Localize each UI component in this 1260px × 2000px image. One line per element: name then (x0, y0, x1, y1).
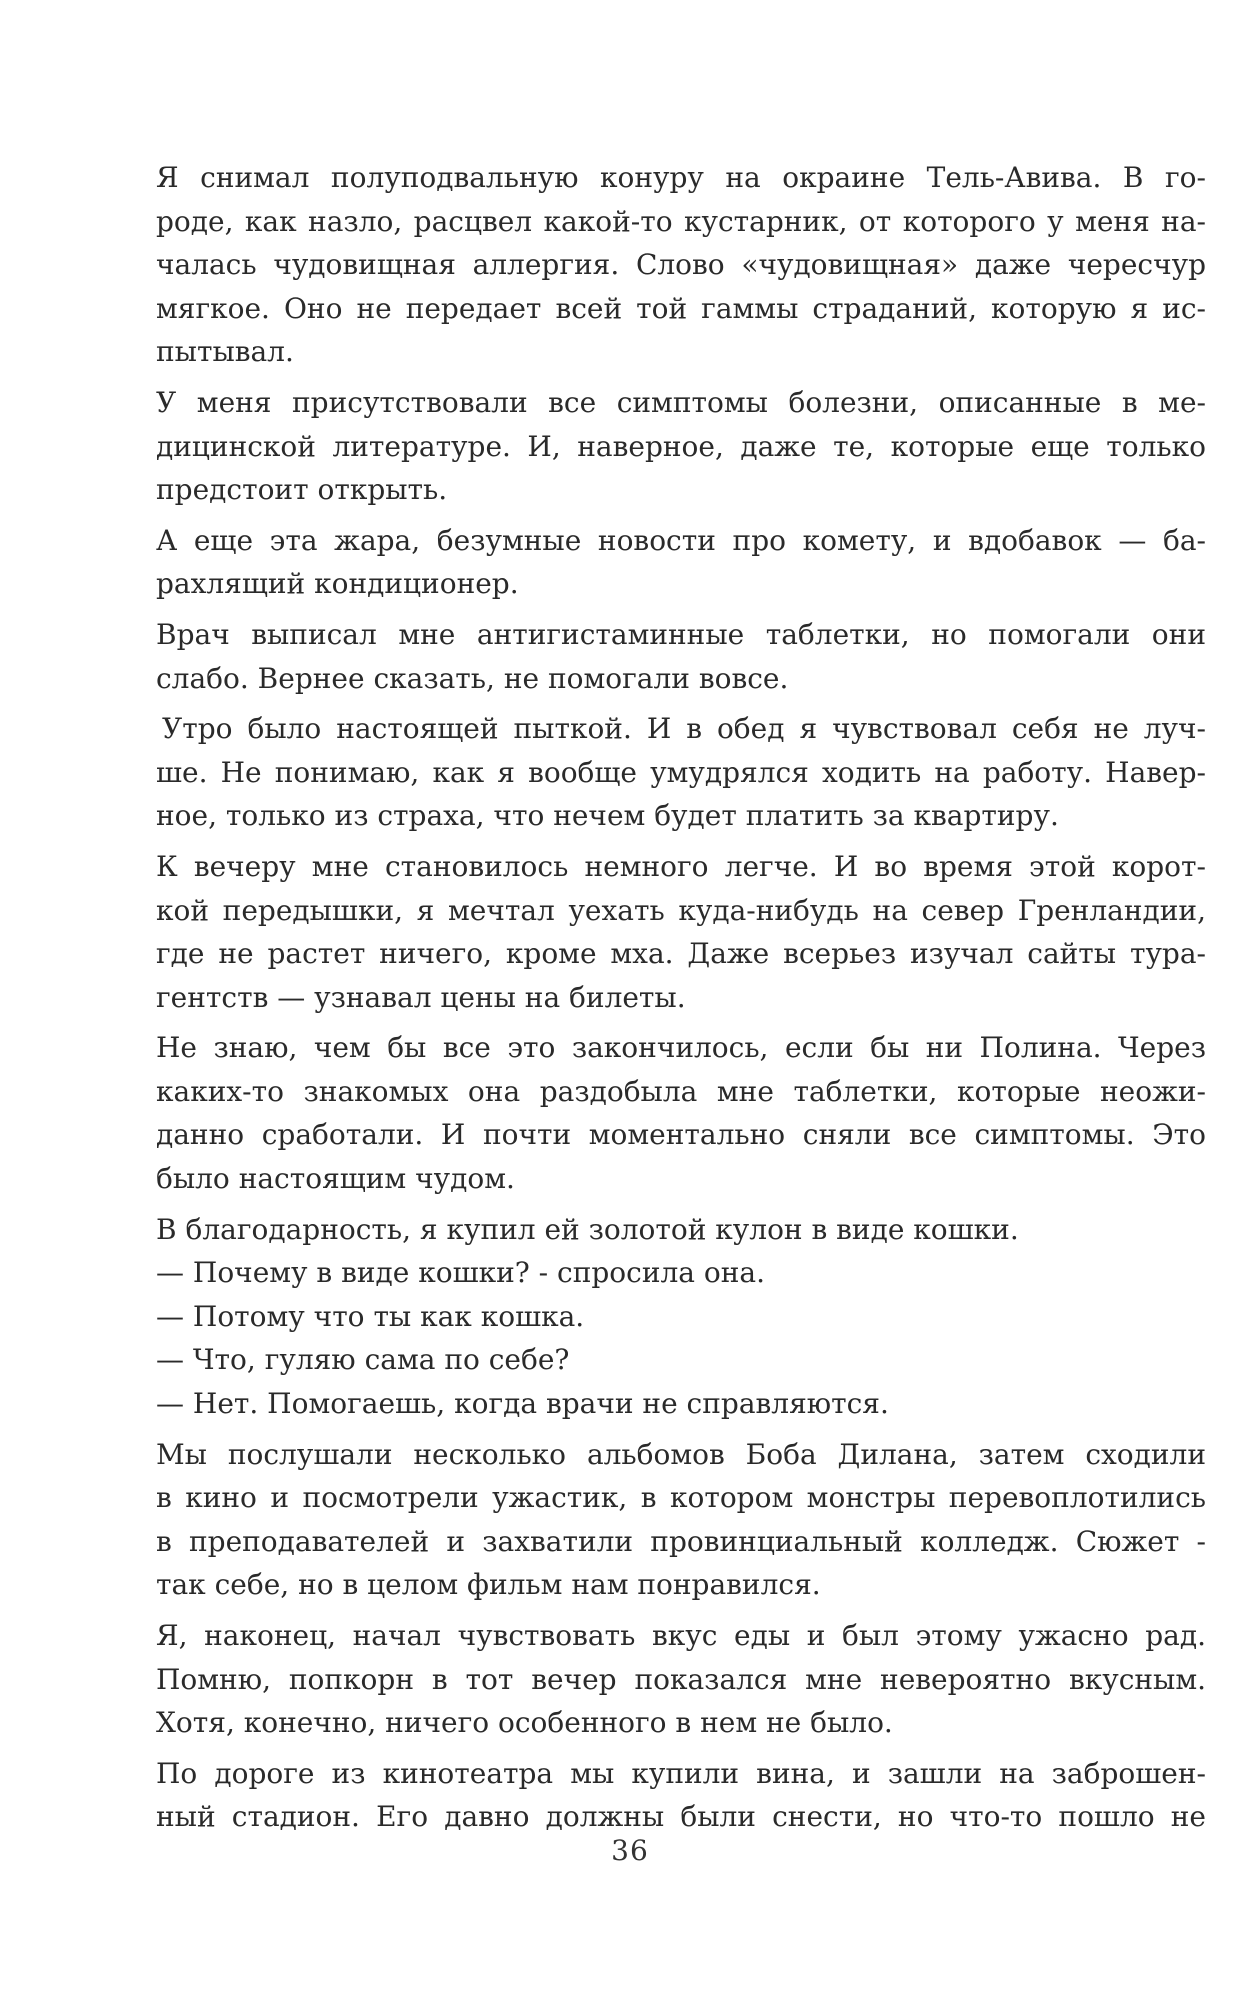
text-line: кой передышки, я мечтал уехать куда-нибудь на север Гренландии, (156, 893, 1206, 927)
text-line: рахлящий кондиционер. (156, 567, 519, 601)
text-line: — Почему в виде кошки? - спросила она. (156, 1256, 765, 1290)
dialogue-line (156, 1251, 1206, 1295)
text-line: каких-то знакомых она раздобыла мне таблетки, которые неожи- (156, 1074, 1206, 1108)
text-line: предстоит открыть. (156, 473, 448, 507)
paragraph (156, 156, 1206, 374)
dialogue-line (156, 1338, 1206, 1382)
text-line: пытывал. (156, 335, 294, 369)
paragraph (156, 707, 1206, 838)
text-line: Хотя, конечно, ничего особенного в нем не было. (156, 1706, 893, 1740)
text-line: гентств — узнавал цены на билеты. (156, 980, 686, 1014)
paragraph (156, 1752, 1206, 1839)
page-number: 36 (611, 1834, 649, 1867)
text-line: В благодарность, я купил ей золотой кулон в виде кошки. (156, 1212, 1019, 1246)
paragraph (156, 1208, 1206, 1252)
dialogue-line (156, 1295, 1206, 1339)
text-line: ный стадион. Его давно должны были снести, но что-то пошло не (156, 1800, 1206, 1834)
text-line: — Что, гуляю сама по себе? (156, 1343, 570, 1377)
text-line: так себе, но в целом фильм нам понравился. (156, 1568, 821, 1602)
text-line: мягкое. Оно не передает всей той гаммы страданий, которую я ис- (156, 291, 1206, 325)
text-line: где не растет ничего, кроме мха. Даже всерьез изучал сайты тура- (156, 937, 1206, 971)
paragraph (156, 613, 1206, 700)
dialogue-line (156, 1382, 1206, 1426)
paragraph (156, 1614, 1206, 1745)
text-line: в преподавателей и захватили провинциальный колледж. Сюжет - (156, 1524, 1206, 1558)
text-line: У меня присутствовали все симптомы болезни, описанные в ме- (156, 385, 1206, 419)
text-line: Я снимал полуподвальную конуру на окраине Тель-Авива. В го- (156, 161, 1206, 194)
text-line: было настоящим чудом. (156, 1162, 515, 1196)
text-line: данно сработали. И почти моментально сняли все симптомы. Это (156, 1118, 1206, 1152)
text-line: роде, как назло, расцвел какой-то кустарник, от которого у меня на- (156, 204, 1206, 238)
paragraph (156, 1026, 1206, 1200)
text-line: ше. Не понимаю, как я вообще умудрялся ходить на работу. Навер- (156, 755, 1206, 789)
text-line: — Нет. Помогаешь, когда врачи не справляются. (156, 1387, 889, 1421)
page-body (156, 156, 1206, 1839)
text-line: — Потому что ты как кошка. (156, 1299, 585, 1333)
text-line: Помню, попкорн в тот вечер показался мне невероятно вкусным. (156, 1662, 1206, 1696)
text-line: А еще эта жара, безумные новости про комету, и вдобавок — ба- (156, 523, 1206, 557)
text-line: Мы послушали несколько альбомов Боба Дилана, затем сходили (156, 1437, 1206, 1471)
text-line: Врач выписал мне антигистаминные таблетки, но помогали они (156, 617, 1206, 651)
text-line: чалась чудовищная аллергия. Слово «чудовищная» даже чересчур (156, 248, 1206, 282)
paragraph (156, 845, 1206, 1019)
text-line: Не знаю, чем бы все это закончилось, если бы ни Полина. Через (156, 1031, 1206, 1065)
text-line: в кино и посмотрели ужастик, в котором монстры перевоплотились (156, 1481, 1206, 1515)
text-line: Я, наконец, начал чувствовать вкус еды и был этому ужасно рад. (156, 1619, 1206, 1652)
text-line: По дороге из кинотеатра мы купили вина, и зашли на заброшен- (156, 1756, 1206, 1790)
text-line: дицинской литературе. И, наверное, даже те, которые еще только (156, 429, 1206, 463)
paragraph (156, 519, 1206, 606)
text-line: ное, только из страха, что нечем будет платить за квартиру. (156, 799, 1059, 833)
text-line: К вечеру мне становилось немного легче. И во время этой корот- (156, 849, 1206, 883)
paragraph (156, 1433, 1206, 1607)
paragraph (156, 381, 1206, 512)
text-line: слабо. Вернее сказать, не помогали вовсе. (156, 661, 789, 695)
text-line: Утро было настоящей пыткой. И в обед я чувствовал себя не луч- (162, 712, 1206, 746)
